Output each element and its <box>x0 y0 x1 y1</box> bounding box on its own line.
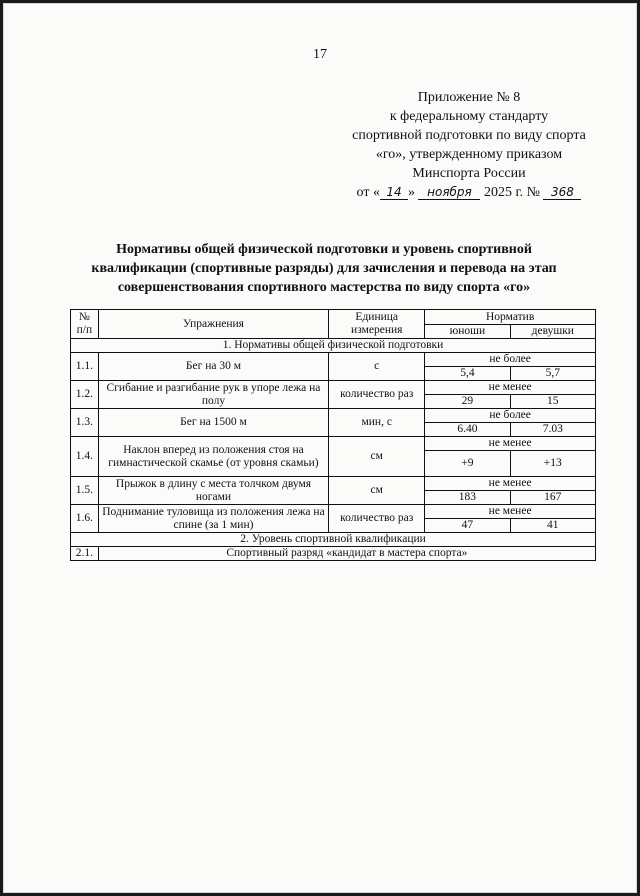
row-exercise: Прыжок в длину с места толчком двумя ногами <box>98 477 328 505</box>
row-num: 1.4. <box>71 437 99 477</box>
row-unit: см <box>329 477 425 505</box>
table-header-row <box>71 310 596 325</box>
norms-table <box>70 309 596 561</box>
row-exercise: Бег на 1500 м <box>98 409 328 437</box>
row-boys-value: 183 <box>425 491 510 505</box>
header-girls: девушки <box>510 325 595 339</box>
row-num: 1.6. <box>71 505 99 533</box>
table-row <box>71 437 596 451</box>
row-exercise: Наклон вперед из положения стоя на гимнастической скамье (от уровня скамьи) <box>98 437 328 477</box>
approval-line-2: к федеральному стандарту <box>389 109 549 124</box>
row-condition: не менее <box>425 505 596 519</box>
section-2-heading: 2. Уровень спортивной квалификации <box>71 533 596 547</box>
row-unit: мин, с <box>329 409 425 437</box>
row-condition: не менее <box>425 381 596 395</box>
row-exercise: Поднимание туловища из положения лежа на спине (за 1 мин) <box>98 505 328 533</box>
approval-line-5: Минспорта России <box>412 166 526 181</box>
row-girls-value: 41 <box>510 519 595 533</box>
approval-date-line <box>334 183 604 202</box>
section-row <box>71 339 596 353</box>
header-num: № п/п <box>71 310 99 339</box>
page-number: 17 <box>313 47 327 62</box>
table-row <box>71 381 596 395</box>
title-line-2: квалификации (спортивные разряды) для зачисления и перевода на этап <box>91 261 557 276</box>
row-condition: не менее <box>425 477 596 491</box>
row-exercise: Сгибание и разгибание рук в упоре лежа на полу <box>98 381 328 409</box>
row-qualification: Спортивный разряд «кандидат в мастера спорта» <box>98 547 595 561</box>
title-line-3: совершенствования спортивного мастерства по виду спорта «го» <box>117 280 531 295</box>
row-unit: количество раз <box>329 381 425 409</box>
row-boys-value: 47 <box>425 519 510 533</box>
order-number: 368 <box>543 185 581 200</box>
row-boys-value: 5,4 <box>425 367 510 381</box>
row-num: 1.5. <box>71 477 99 505</box>
row-girls-value: 15 <box>510 395 595 409</box>
date-month: ноября <box>418 185 480 200</box>
row-num: 1.2. <box>71 381 99 409</box>
row-num: 1.1. <box>71 353 99 381</box>
document-page <box>3 3 637 893</box>
row-num: 1.3. <box>71 409 99 437</box>
table-row <box>71 353 596 367</box>
approval-line-4: «го», утвержденному приказом <box>375 147 563 162</box>
approval-line-3: спортивной подготовки по виду спорта <box>352 128 586 143</box>
table-row <box>71 505 596 519</box>
date-prefix: от « <box>356 185 380 200</box>
row-boys-value: 6.40 <box>425 423 510 437</box>
table-row <box>71 409 596 423</box>
row-condition: не более <box>425 353 596 367</box>
document-title <box>84 240 564 297</box>
row-num: 2.1. <box>71 547 99 561</box>
header-unit: Единица измерения <box>329 310 425 339</box>
row-boys-value: 29 <box>425 395 510 409</box>
row-exercise: Бег на 30 м <box>98 353 328 381</box>
table-row <box>71 547 596 561</box>
row-girls-value: 5,7 <box>510 367 595 381</box>
row-condition: не менее <box>425 437 596 451</box>
section-row <box>71 533 596 547</box>
approval-block <box>334 88 604 202</box>
table-row <box>71 477 596 491</box>
row-unit: с <box>329 353 425 381</box>
row-girls-value: 7.03 <box>510 423 595 437</box>
section-1-heading: 1. Нормативы общей физической подготовки <box>71 339 596 353</box>
header-exercise: Упражнения <box>98 310 328 339</box>
row-girls-value: +13 <box>510 451 595 477</box>
row-condition: не более <box>425 409 596 423</box>
row-unit: см <box>329 437 425 477</box>
date-year: 2025 г. № <box>483 185 540 200</box>
header-norm: Норматив <box>425 310 596 325</box>
title-line-1: Нормативы общей физической подготовки и уровень спортивной <box>116 242 532 257</box>
approval-line-1: Приложение № 8 <box>417 90 521 105</box>
row-boys-value: +9 <box>425 451 510 477</box>
header-boys: юноши <box>425 325 510 339</box>
row-unit: количество раз <box>329 505 425 533</box>
date-mid: » <box>407 185 415 200</box>
date-day: 14 <box>380 185 408 200</box>
row-girls-value: 167 <box>510 491 595 505</box>
